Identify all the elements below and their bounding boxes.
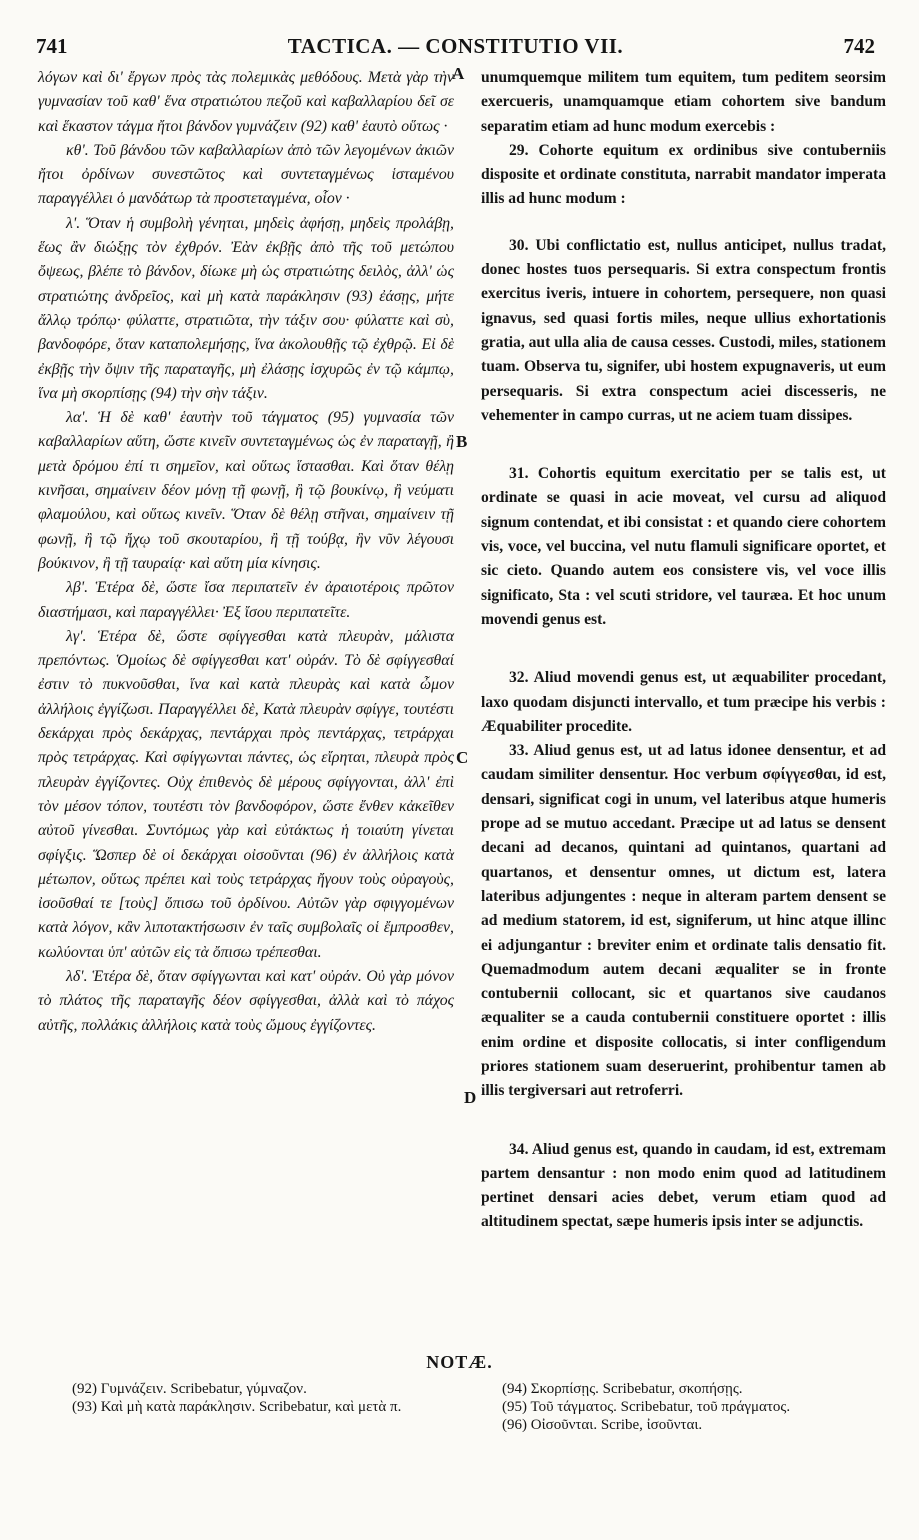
latin-column (481, 66, 886, 1235)
latin-paragraph: 30. Ubi conflictatio est, nullus anticipet, nullus tradat, donec hostes tuos persequaris. Si extra conspectum frontis exercitus iveris, intuere in cohortem, persequere, non quasi ignavus, sed quasi fortis miles, neque ullius exhortationis gratia, aut ulla alia de causa cesses. Custodi, miles, stationem tuam. Observa tu, signifer, ubi hostem expugnaveris, ut eum persequaris. Si extra conspectum aciei discesseris, ne vehementer in campo curras, ut ne aciem tuam dissipes. (481, 236, 886, 424)
latin-paragraph: 32. Aliud movendi genus est, ut æquabiliter procedant, laxo quodam disjuncti intervallo, et tum præcipe his verbis : Æquabiliter procedite. (481, 669, 886, 735)
footnote: (95) Τοῦ τάγματος. Scribebatur, τοῦ πράγματος. (502, 1399, 791, 1415)
margin-marker-c: C (456, 748, 469, 767)
footnote: (96) Οἰσοῦνται. Scribe, ἰσοῦνται. (502, 1417, 703, 1433)
page-number-left: 741 (36, 34, 68, 58)
greek-paragraph: λδ'. Ἑτέρα δὲ, ὅταν σφίγγωνται καὶ κατ' οὐράν. Οὐ γὰρ μόνον τὸ πλάτος τῆς παραταγῆς δέον σφίγγεσθαι, ἀλλὰ καὶ τὸ πάχος αὐτῆς, πολλάκις ἀλλήλοις κατὰ τοὺς ὤμους ἐγγίζοντες. (38, 967, 454, 1034)
greek-column (38, 66, 454, 1038)
footnote: (93) Καὶ μὴ κατὰ παράκλησιν. Scribebatur, καὶ μετὰ π. (72, 1399, 402, 1415)
margin-marker-b: B (456, 432, 468, 451)
page-number-right: 742 (843, 34, 875, 58)
greek-paragraph: λ'. Ὅταν ἡ συμβολὴ γένηται, μηδεὶς ἀφήσῃ, μηδεὶς προλάβῃ, ἕως ἂν διώξῃς τὸν ἐχθρόν. Ἐὰν ἐκβῇς ἀπὸ τῆς τοῦ μετώπου ὄψεως, βλέπε τὸ βάνδον, δίωκε μὴ ὡς στρατιώτης δειλὸς, ἀλλ' ὡς στρατιώτης ἀνδρεῖος, καὶ μὴ κατὰ παράκλησιν (93) ἐάσῃς, μήτε ἄλλῳ τρόπῳ· φύλαττε, στρατιῶτα, τὴν τάξιν σου· φύλαττε καὶ σὺ, βανδοφόρε, ὅταν καταπολεμήσῃς, ἵνα ἀκολουθῇς τῷ ἐχθρῷ. Εἰ δὲ ἐκβῇς τὴν ὄψιν τῆς παραταγῆς, μὴ ἐλάσῃς ἰσχυρῶς ἐν τῷ κάμπῳ, ἵνα μὴ σκορπίσῃς (94) τὴν σὴν τάξιν. (38, 214, 454, 402)
margin-marker-d: D (464, 1088, 477, 1107)
notes-right (502, 1380, 892, 1434)
greek-paragraph: κθ'. Τοῦ βάνδου τῶν καβαλλαρίων ἀπὸ τῶν λεγομένων ἀκιῶν ἤτοι ὀρδίνων συνεστῶτος καὶ συντεταγμένως ἱσταμένου παραγγέλλει ὁ μανδάτωρ τὰ προστεταγμένα, οἷον · (38, 141, 454, 208)
latin-paragraph: 29. Cohorte equitum ex ordinibus sive contuberniis disposite et ordinate constituta, narrabit mandator imperata illis ad hunc modum : (481, 141, 886, 208)
footnote: (92) Γυμνάζειν. Scribebatur, γύμναζον. (72, 1381, 307, 1397)
margin-marker-a: A (452, 64, 465, 83)
latin-paragraph: 31. Cohortis equitum exercitatio per se talis est, ut ordinate se quasi in acie moveat, vel cursu ad aliquod signum contendat, et ibi consistat : et quando ciere cohortem vis, voce, vel buccina, vel nutu flamuli significare oportet, et sic cieto. Quando autem eos consistere vis, vel voce illis significato, Sta : vel scuti stridore, vel tauræa. Et hoc unum movendi genus est. (481, 465, 886, 628)
footnote: (94) Σκορπίσῃς. Scribebatur, σκοπήσῃς. (502, 1381, 743, 1397)
greek-paragraph: λγ'. Ἑτέρα δὲ, ὥστε σφίγγεσθαι κατὰ πλευρὰν, μάλιστα πρεπόντως. Ὁμοίως δὲ σφίγγεσθαι κατ' οὐράν. Τὸ δὲ σφίγγεσθαί ἐστιν τὸ πυκνοῦσθαι, ἵνα καὶ κατὰ πλευρὰς καὶ κατὰ ὦμον ἀλλήλοις ἐγγίζωσι. Παραγγέλλει δὲ, Κατὰ πλευρὰν σφίγγε, τουτέστι δεκάρχαι πρὸς δεκάρχας, πεντάρχαι πρὸς πεντάρχας, τετράρχαι πρὸς τετράρχας. Καὶ σφίγγωνται πάντες, ὡς εἴρηται, πλευρὰ πρὸς πλευρὰν ἐγγίζοντες. Οὐχ ἐπιθενὸς δὲ μέρους σφίγγονται, ἀλλ' ἐπὶ τὸν μέσον τόπον, τουτέστι τὸν βανδοφόρον, ὥστε ἔνθεν κἀκεῖθεν αὐτοῦ γίνεσθαι. Συντόμως γὰρ καὶ εὐτάκτως ἡ τοιαύτη γίνεται σφίγξις. Ὥσπερ δὲ οἱ δεκάρχαι οἰσοῦνται (96) ἐν ἀλλήλοις κατὰ μέτωπον, οὕτως πρέπει καὶ τοὺς τετράρχας ἤγουν τοὺς οὐραγοὺς, ἰσοῦσθαί τε [τοὺς] ὄπισω τοῦ ὀρδίνου. Αὐτῶν γὰρ σφιγγομένων κατὰ λόγον, κἂν λιποτακτήσωσιν ἐν ταῖς συμβολαῖς οἱ ἔμπροσθεν, κωλύονται ὑπ' αὐτῶν εἰς τὰ ὄπισω τρέπεσθαι. (38, 627, 454, 961)
latin-paragraph: 34. Aliud genus est, quando in caudam, id est, extremam partem densantur : non modo enim quod ad latitudinem pertinet densari acies debet, verum etiam quod ad altitudinem spectat, sæpe humeris ipsis inter se adjunctis. (481, 1140, 886, 1231)
greek-paragraph: λα'. Ἡ δὲ καθ' ἑαυτὴν τοῦ τάγματος (95) γυμνασία τῶν καβαλλαρίων αὕτη, ὥστε κινεῖν συντεταγμένως ὡς ἐν παραταγῇ, ἢ μετὰ δρόμου ἐπί τι σημεῖον, καὶ οὕτως ἵστασθαι. Καὶ ὅταν θέλῃ κινῆσαι, σημαίνειν δέον μόνῃ τῇ φωνῇ, ἢ τῷ βουκίνῳ, ἢ νεύματι φλαμούλου, καὶ οὕτως κινεῖν. Ὅταν δὲ θέλῃ στῆναι, σημαίνειν τῇ φωνῇ, ἢ τῷ ἤχῳ τοῦ σκουταρίου, ἢ τῇ τούβᾳ, ἣν νῦν λέγουσι βούκινον, ἢ τῇ ταυραίᾳ· καὶ αὕτη μία κίνησις. (38, 409, 454, 572)
notes-heading: NOTÆ. (426, 1352, 493, 1372)
greek-paragraph: λόγων καὶ δι' ἔργων πρὸς τὰς πολεμικὰς μεθόδους. Μετὰ γὰρ τὴν γυμνασίαν τοῦ καθ' ἕνα στρατιώτου πεζοῦ καὶ καβαλλαρίου δεῖ σε καὶ ἕκαστον τάγμα ἤτοι βάνδον γυμνάζειν (92) καθ' ἑαυτὸ οὕτως · (38, 69, 454, 135)
notes-left (72, 1380, 462, 1416)
running-title: TACTICA. — CONSTITUTIO VII. (287, 34, 624, 58)
latin-paragraph: 33. Aliud genus est, ut ad latus idonee densentur, et ad caudam similiter densentur. Hoc verbum σφίγγεσθαι, id est, densari, significat cogi in unum, vel lateribus atque humeris prope ad se mutuo accedant. Præcipe ut ad latus se densent decani ad decanos, quintani ad quintanos, quartani ad quartanos, et densentur omnes, ut dictum est, latera lateribus adjungentes : neque in alteram partem densent se ad medium statorem, id est, signiferum, ut hinc atque illinc ei adjungantur : breviter enim et ordinate talis densatio fit. Quemadmodum autem decani æqualiter se in fronte contubernii collocant, sic et quartanos sive caudanos æqualiter se a cauda contubernii constituere oportet : illis enim ordine et disposite collocatis, si inter confligendum priores stationem suam deseruerint, prohibentur tamen ab illis tergiversari aut retroferri. (481, 742, 886, 1100)
running-header (36, 34, 875, 64)
greek-paragraph: λβ'. Ἑτέρα δὲ, ὥστε ἴσα περιπατεῖν ἐν ἀραιοτέροις πρῶτον διαστήμασι, καὶ παραγγέλλει· Ἐξ ἴσου περιπατεῖτε. (38, 579, 454, 621)
latin-paragraph: unumquemque militem tum equitem, tum peditem seorsim exercueris, unamquamque etiam cohortem sive bandum separatim etiam ad hunc modum exercebis : (481, 69, 886, 135)
